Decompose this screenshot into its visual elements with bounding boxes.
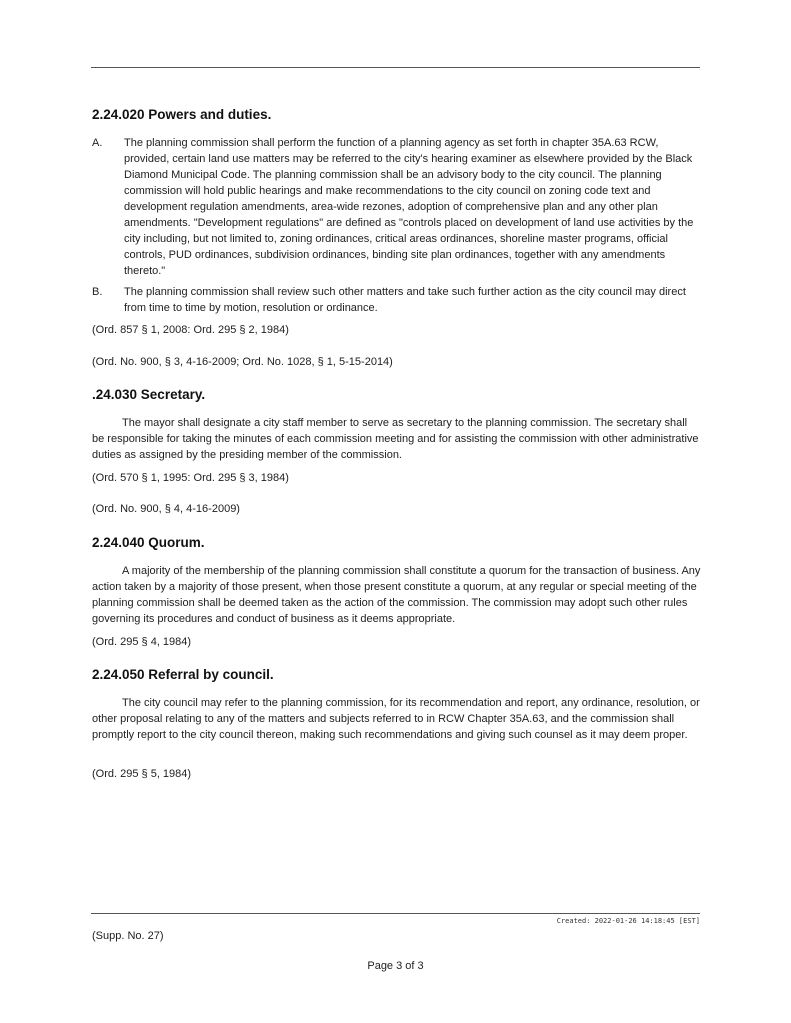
header-rule <box>91 67 700 68</box>
section-paragraph: The city council may refer to the planning commission, for its recommendation and report, any ordinance, resolution, or other proposal relating to any of the matters and subjects referred to in RCW Chapter 35A.63, and the commission shall promptly report to the city council thereon, making such recommendations and giving such counsel as it may deem proper. <box>92 697 700 741</box>
ordinance-history: (Ord. No. 900, § 3, 4-16-2009; Ord. No. 1028, § 1, 5-15-2014) <box>92 356 393 368</box>
created-timestamp: Created: 2022-01-26 14:18:45 [EST] <box>556 917 700 925</box>
ordinance-history: (Ord. No. 900, § 4, 4-16-2009) <box>92 503 240 515</box>
list-item-text: The planning commission shall review such other matters and take such further action as the city council may direct from time to time by motion, resolution or ordinance. <box>124 286 686 314</box>
ordinance-history: (Ord. 857 § 1, 2008: Ord. 295 § 2, 1984) <box>92 324 289 336</box>
list-marker: A. <box>92 137 103 149</box>
ordinance-history: (Ord. 295 § 4, 1984) <box>92 636 192 648</box>
section-paragraph: The mayor shall designate a city staff member to serve as secretary to the planning commission. The secretary shall be responsible for taking the minutes of each commission meeting and for assisting the commission with other administrative duties as assigned by the presiding member of the commission. <box>92 417 699 461</box>
ordinance-history: (Ord. 295 § 5, 1984) <box>92 768 192 780</box>
page-number: Page 3 of 3 <box>367 960 424 972</box>
section-heading-2-24-040: 2.24.040 Quorum. <box>92 535 205 550</box>
ordinance-history: (Ord. 570 § 1, 1995: Ord. 295 § 3, 1984) <box>92 472 289 484</box>
list-item-a <box>92 135 702 279</box>
section-heading-2-24-050: 2.24.050 Referral by council. <box>92 667 274 682</box>
list-marker: B. <box>92 286 103 298</box>
section-paragraph: A majority of the membership of the planning commission shall constitute a quorum for the transaction of business. Any action taken by a majority of those present, when those present constitute a quorum, at any regular or special meeting of the planning commission shall be deemed taken as the action of the commission. The commission may adopt such other rules governing its procedures and conduct of business as it deems appropriate. <box>92 565 701 625</box>
footer-rule <box>91 913 700 914</box>
section-heading-2-24-030: .24.030 Secretary. <box>92 387 206 402</box>
supplement-number: (Supp. No. 27) <box>92 930 164 942</box>
list-item-text: The planning commission shall perform the function of a planning agency as set forth in chapter 35A.63 RCW, provided, certain land use matters may be referred to the city's hearing examiner as elsewhere provided by the Black Diamond Municipal Code. The planning commission shall be an advisory body to the city council. The planning commission will hold public hearings and make recommendations to the city council on zoning code text and development regulation amendments, area-wide rezones, adoption of comprehensive plan and any other plan amendments. "Development regulations" are defined as "controls placed on development of land use activities by the city including, but not limited to, zoning ordinances, critical areas ordinances, shoreline master programs, official controls, PUD ordinances, subdivision ordinances, binding site plan ordinances, together with any amendments thereto." <box>124 137 694 277</box>
section-heading-2-24-020: 2.24.020 Powers and duties. <box>92 107 272 122</box>
list-item-b <box>92 284 702 316</box>
